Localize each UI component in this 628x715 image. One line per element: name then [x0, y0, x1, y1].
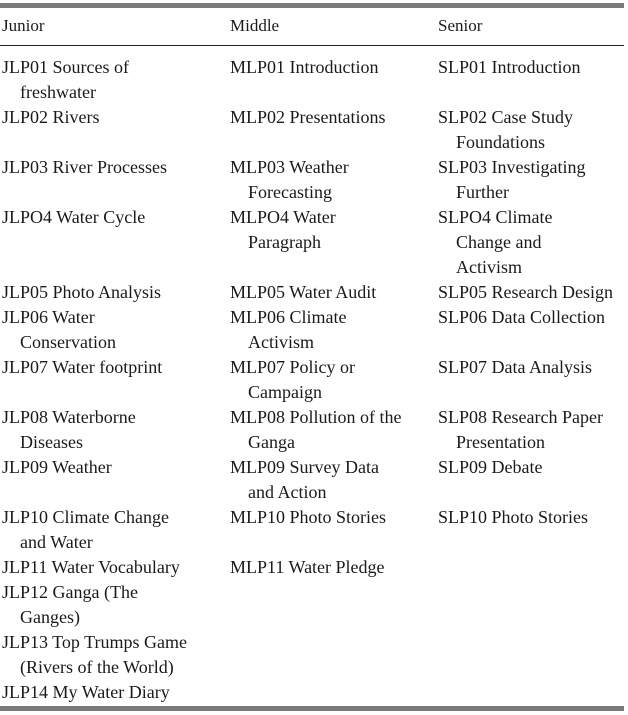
cell-middle	[230, 405, 430, 455]
cell-text: JLPO4 Water Cycle	[2, 207, 146, 227]
cell-middle	[230, 355, 430, 405]
cell-senior	[438, 155, 626, 205]
cell-text: SLP02 Case Study	[438, 107, 574, 127]
cell-senior	[438, 255, 626, 280]
cell-text: MLP09 Survey Data	[230, 457, 379, 477]
cell-junior	[2, 630, 222, 680]
cell-text-continued: Ganga	[248, 432, 295, 452]
cell-text: JLP11 Water Vocabulary	[2, 557, 180, 577]
cell-junior	[2, 455, 222, 480]
cell-text: MLP08 Pollution of the	[230, 407, 402, 427]
cell-text-continued: and Water	[20, 532, 93, 552]
cell-text: SLP09 Debate	[438, 457, 543, 477]
cell-text-continued: Campaign	[248, 382, 322, 402]
cell-text: MLP03 Weather	[230, 157, 349, 177]
cell-junior	[2, 555, 222, 580]
bottom-rule	[0, 706, 624, 711]
cell-middle	[230, 505, 430, 530]
header-rule	[0, 45, 624, 46]
cell-text-continued: Forecasting	[248, 182, 332, 202]
cell-text: SLP10 Photo Stories	[438, 507, 589, 527]
cell-senior	[438, 280, 626, 305]
header-junior: Junior	[2, 16, 45, 35]
cell-text: JLP06 Water	[2, 307, 95, 327]
top-rule	[0, 3, 624, 8]
cell-text: MLP05 Water Audit	[230, 282, 377, 302]
cell-text-continued: Activism	[248, 332, 314, 352]
cell-senior	[438, 455, 626, 480]
cell-junior	[2, 305, 222, 355]
cell-text: MLP06 Climate	[230, 307, 347, 327]
cell-junior	[2, 355, 222, 380]
cell-text-continued: Presentation	[456, 432, 545, 452]
cell-text: JLP03 River Processes	[2, 157, 167, 177]
cell-middle	[230, 155, 430, 205]
cell-text: SLP08 Research Paper	[438, 407, 603, 427]
cell-text-continued: Change and	[456, 232, 542, 252]
cell-text: JLP10 Climate Change	[2, 507, 169, 527]
cell-text-continued: Conservation	[20, 332, 116, 352]
cell-junior	[2, 105, 222, 130]
cell-junior	[2, 280, 222, 305]
cell-text: JLP05 Photo Analysis	[2, 282, 162, 302]
cell-text: JLP02 Rivers	[2, 107, 100, 127]
cell-middle	[230, 280, 430, 305]
cell-text: SLPO4 Climate	[438, 207, 553, 227]
cell-text: JLP12 Ganga (The	[2, 582, 138, 602]
cell-junior	[2, 155, 222, 180]
cell-junior	[2, 580, 222, 630]
cell-junior	[2, 55, 222, 105]
cell-senior	[438, 405, 626, 455]
cell-middle	[230, 55, 430, 80]
cell-middle	[230, 205, 430, 255]
cell-senior	[438, 305, 626, 330]
cell-junior	[2, 405, 222, 455]
cell-text: JLP07 Water footprint	[2, 357, 163, 377]
cell-text-continued: Paragraph	[248, 232, 321, 252]
header-middle: Middle	[230, 16, 280, 35]
cell-text: JLP01 Sources of	[2, 57, 129, 77]
cell-text-continued: Further	[456, 182, 509, 202]
cell-text: SLP07 Data Analysis	[438, 357, 593, 377]
cell-text: JLP14 My Water Diary	[2, 682, 170, 702]
cell-senior	[438, 355, 626, 380]
cell-text-continued: Diseases	[20, 432, 83, 452]
header-senior: Senior	[438, 16, 483, 35]
cell-senior	[438, 55, 626, 80]
cell-middle	[230, 555, 430, 580]
cell-senior	[438, 105, 626, 155]
cell-text-continued: Ganges)	[20, 607, 80, 627]
cell-junior	[2, 505, 222, 555]
cell-text: JLP08 Waterborne	[2, 407, 136, 427]
cell-text-continued: and Action	[248, 482, 327, 502]
cell-text: SLP01 Introduction	[438, 57, 581, 77]
cell-text: SLP05 Research Design	[438, 282, 613, 302]
cell-middle	[230, 305, 430, 355]
cell-text-continued: Activism	[456, 257, 522, 277]
cell-text-continued: (Rivers of the World)	[20, 657, 174, 677]
cell-middle	[230, 455, 430, 505]
cell-text-continued: Foundations	[456, 132, 546, 152]
cell-text: SLP06 Data Collection	[438, 307, 605, 327]
cell-junior	[2, 680, 222, 705]
cell-text: MLP02 Presentations	[230, 107, 386, 127]
cell-text: SLP03 Investigating	[438, 157, 586, 177]
cell-text: MLP01 Introduction	[230, 57, 379, 77]
cell-text: MLP07 Policy or	[230, 357, 356, 377]
cell-text-continued: freshwater	[20, 82, 96, 102]
cell-text: MLP10 Photo Stories	[230, 507, 387, 527]
cell-junior	[2, 205, 222, 230]
cell-senior	[438, 205, 626, 255]
cell-middle	[230, 105, 430, 130]
cell-text: MLPO4 Water	[230, 207, 336, 227]
cell-text: MLP11 Water Pledge	[230, 557, 385, 577]
cell-senior	[438, 505, 626, 530]
cell-text: JLP09 Weather	[2, 457, 112, 477]
cell-text: JLP13 Top Trumps Game	[2, 632, 187, 652]
